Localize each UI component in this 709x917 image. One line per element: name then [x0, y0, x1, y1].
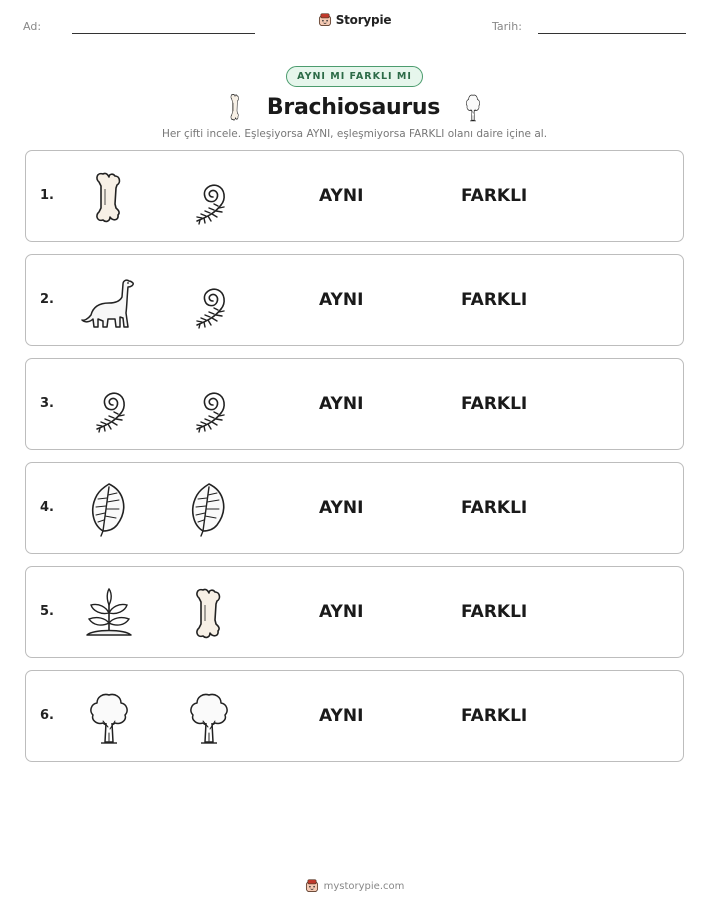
fern-icon [79, 375, 139, 435]
question-row [25, 358, 684, 450]
same-option[interactable]: AYNI [319, 602, 364, 622]
mascot-icon [318, 13, 332, 27]
question-number: 2. [40, 292, 54, 307]
date-label: Tarih: [492, 20, 522, 33]
fern-icon [179, 375, 239, 435]
different-option[interactable]: FARKLI [461, 186, 528, 206]
different-option[interactable]: FARKLI [461, 602, 528, 622]
leaf-icon [79, 479, 139, 539]
same-option[interactable]: AYNI [319, 394, 364, 414]
different-option[interactable]: FARKLI [461, 498, 528, 518]
different-option[interactable]: FARKLI [461, 290, 528, 310]
name-label: Ad: [23, 20, 42, 33]
question-number: 1. [40, 188, 54, 203]
question-row [25, 254, 684, 346]
question-number: 6. [40, 708, 54, 723]
question-number: 4. [40, 500, 54, 515]
mascot-icon [305, 879, 319, 893]
name-field[interactable] [72, 33, 255, 34]
question-row [25, 566, 684, 658]
bone-icon [179, 583, 239, 643]
same-option[interactable]: AYNI [319, 498, 364, 518]
footer-url: mystorypie.com [323, 880, 405, 892]
fern-icon [179, 271, 239, 331]
footer [0, 879, 709, 893]
question-row [25, 670, 684, 762]
brand-name: Storypie [335, 13, 392, 27]
question-row [25, 150, 684, 242]
fern-icon [179, 167, 239, 227]
same-option[interactable]: AYNI [319, 186, 364, 206]
page-title: Brachiosaurus [266, 94, 441, 120]
question-row [25, 462, 684, 554]
same-option[interactable]: AYNI [319, 290, 364, 310]
date-field[interactable] [538, 33, 686, 34]
different-option[interactable]: FARKLI [461, 394, 528, 414]
tree-icon [179, 687, 239, 747]
plant-icon [79, 583, 139, 643]
different-option[interactable]: FARKLI [461, 706, 528, 726]
tree-icon [462, 91, 484, 123]
question-number: 5. [40, 604, 54, 619]
same-option[interactable]: AYNI [319, 706, 364, 726]
question-number: 3. [40, 396, 54, 411]
brand-logo [0, 13, 709, 27]
title-row [0, 88, 709, 126]
brachiosaurus-icon [79, 271, 139, 331]
instructions: Her çifti incele. Eşleşiyorsa AYNI, eşleşmiyorsa FARKLI olanı daire içine al. [161, 128, 548, 140]
tree-icon [79, 687, 139, 747]
activity-badge: AYNI MI FARKLI MI [286, 66, 423, 87]
bone-icon [79, 167, 139, 227]
bone-icon [225, 91, 245, 123]
leaf-icon [179, 479, 239, 539]
